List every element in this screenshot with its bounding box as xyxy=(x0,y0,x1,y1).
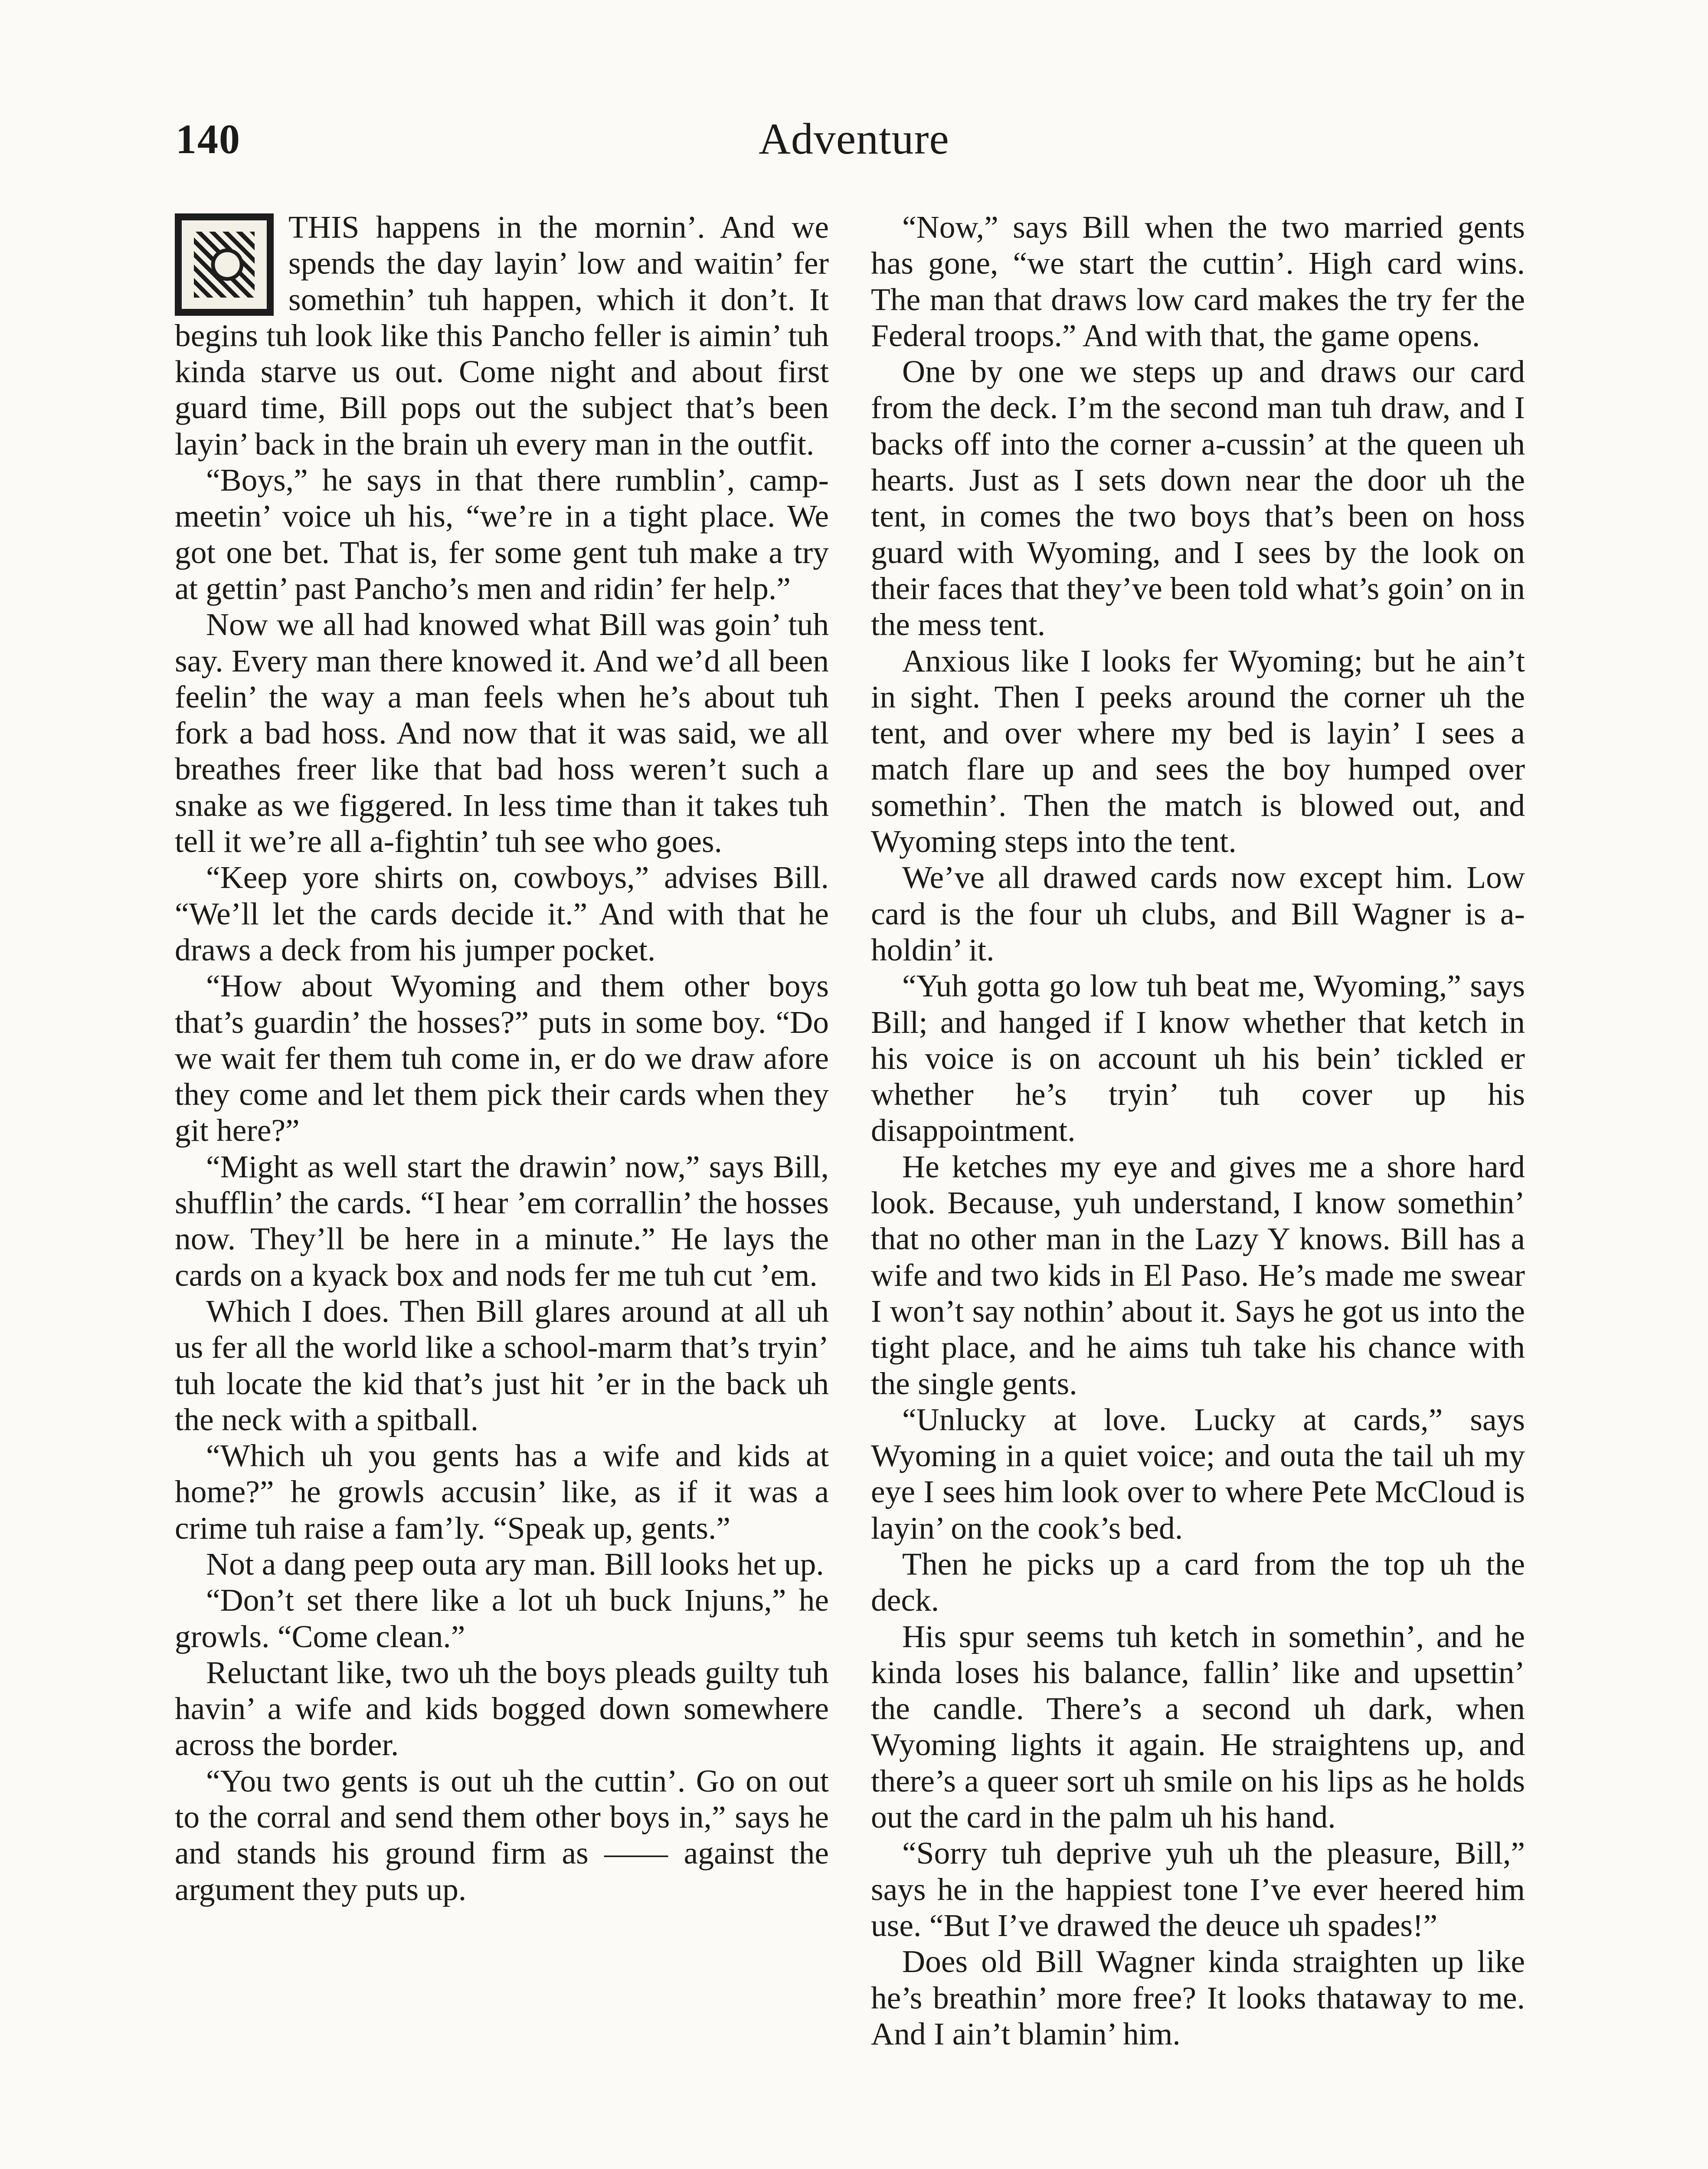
paragraph: THIS happens in the mornin’. And we spends the day layin’ low and waitin’ fer somethin’ tuh happen, which it don’t. It begins tuh look like this Pancho feller is aimin’ tuh kinda starve us out. Come night and about first guard time, Bill pops out the subject that’s been layin’ back in the brain uh every man in the outfit. xyxy=(175,210,829,462)
paragraph: “Yuh gotta go low tuh beat me, Wyoming,” says Bill; and hanged if I know whether that ketch in his voice is on account uh his bein’ tickled er whether he’s tryin’ tuh cover up his disappointment. xyxy=(871,968,1525,1148)
left-column xyxy=(175,209,829,1907)
paragraph: Reluctant like, two uh the boys pleads guilty tuh havin’ a wife and kids bogged down somewhere across the border. xyxy=(175,1655,829,1763)
paragraph: “Might as well start the drawin’ now,” says Bill, shufflin’ the cards. “I hear ’em corrallin’ the hosses now. They’ll be here in a minute.” He lays the cards on a kyack box and nods fer me tuh cut ’em. xyxy=(175,1149,829,1293)
paragraph: “Now,” says Bill when the two married gents has gone, “we start the cuttin’. High card wins. The man that draws low card makes the try fer the Federal troops.” And with that, the game opens. xyxy=(871,210,1525,353)
paragraph: “Which uh you gents has a wife and kids at home?” he growls accusin’ like, as if it was a crime tuh raise a fam’ly. “Speak up, gents.” xyxy=(175,1438,829,1546)
paragraph: “Don’t set there like a lot uh buck Injuns,” he growls. “Come clean.” xyxy=(175,1583,829,1654)
paragraph: Which I does. Then Bill glares around at all uh us fer all the world like a school-marm that’s tryin’ tuh locate the kid that’s just hit ’er in the back uh the neck with a spitball. xyxy=(175,1293,829,1437)
right-column xyxy=(871,209,1525,2052)
ornamental-dropcap-icon xyxy=(175,213,274,316)
paragraph: “Sorry tuh deprive yuh uh the pleasure, Bill,” says he in the happiest tone I’ve ever heered him use. “But I’ve drawed the deuce uh spades!” xyxy=(871,1835,1525,1943)
paragraph: “Boys,” he says in that there rumblin’, camp-meetin’ voice uh his, “we’re in a tight place. We got one bet. That is, fer some gent tuh make a try at gettin’ past Pancho’s men and ridin’ fer help.” xyxy=(175,462,829,606)
page-number: 140 xyxy=(176,116,241,162)
paragraph: We’ve all drawed cards now except him. Low card is the four uh clubs, and Bill Wagner is a-holdin’ it. xyxy=(871,860,1525,967)
paragraph: He ketches my eye and gives me a shore hard look. Because, yuh understand, I know somethin’ that no other man in the Lazy Y knows. Bill has a wife and two kids in El Paso. He’s made me swear I won’t say nothin’ about it. Says he got us into the tight place, and he aims tuh take his chance with the single gents. xyxy=(871,1149,1525,1401)
paragraph: One by one we steps up and draws our card from the deck. I’m the second man tuh draw, and I backs off into the corner a-cussin’ at the queen uh hearts. Just as I sets down near the door uh the tent, in comes the two boys that’s been on hoss guard with Wyoming, and I sees by the look on their faces that they’ve been told what’s goin’ on in the mess tent. xyxy=(871,354,1525,642)
paragraph: “Keep yore shirts on, cowboys,” advises Bill. “We’ll let the cards decide it.” And with that he draws a deck from his jumper pocket. xyxy=(175,860,829,967)
paragraph: “How about Wyoming and them other boys that’s guardin’ the hosses?” puts in some boy. “Do we wait fer them tuh come in, er do we draw afore they come and let them pick their cards when they git here?” xyxy=(175,968,829,1148)
paragraph: Does old Bill Wagner kinda straighten up like he’s breathin’ more free? It looks thataway to me. And I ain’t blamin’ him. xyxy=(871,1944,1525,2051)
running-head: Adventure xyxy=(759,115,949,164)
paragraph: “You two gents is out uh the cuttin’. Go on out to the corral and send them other boys in,” says he and stands his ground firm as —— against the argument they puts up. xyxy=(175,1763,829,1907)
paragraph: His spur seems tuh ketch in somethin’, and he kinda loses his balance, fallin’ like and upsettin’ the candle. There’s a second uh dark, when Wyoming lights it again. He straightens up, and there’s a queer sort uh smile on his lips as he holds out the card in the palm uh his hand. xyxy=(871,1619,1525,1835)
paragraph: Then he picks up a card from the top uh the deck. xyxy=(871,1546,1525,1618)
paragraph: Anxious like I looks fer Wyoming; but he ain’t in sight. Then I peeks around the corner uh the tent, and over where my bed is layin’ I sees a match flare up and sees the boy humped over somethin’. Then the match is blowed out, and Wyoming steps into the tent. xyxy=(871,643,1525,859)
paragraph: Not a dang peep outa ary man. Bill looks het up. xyxy=(206,1546,824,1582)
paragraph: “Unlucky at love. Lucky at cards,” says Wyoming in a quiet voice; and outa the tail uh my eye I sees him look over to where Pete McCloud is layin’ on the cook’s bed. xyxy=(871,1402,1525,1546)
paragraph: Now we all had knowed what Bill was goin’ tuh say. Every man there knowed it. And we’d all been feelin’ the way a man feels when he’s about tuh fork a bad hoss. And now that it was said, we all breathes freer like that bad hoss weren’t such a snake as we figgered. In less time than it takes tuh tell it we’re all a-fightin’ tuh see who goes. xyxy=(175,607,829,859)
